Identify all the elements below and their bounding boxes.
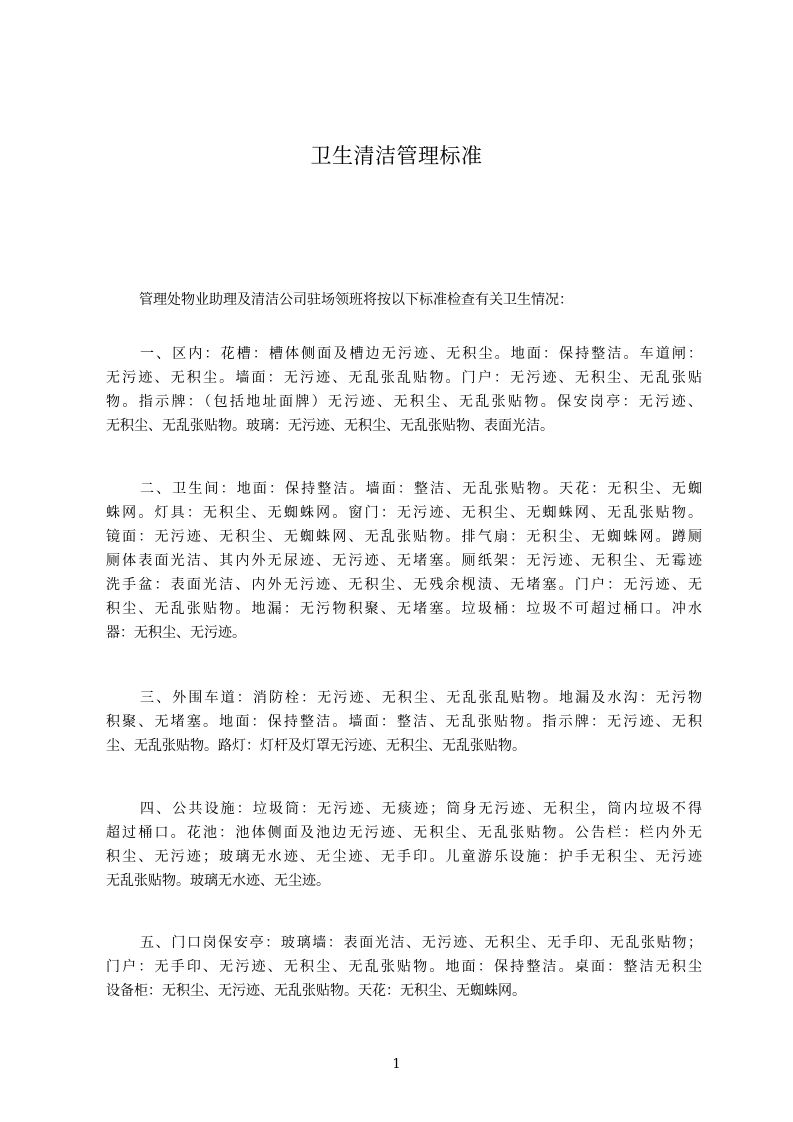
section-3-driveway-paragraph (106, 686, 702, 758)
section-line: 超过桶口。花池：池体侧面及池边无污迹、无积尘、无乱张贴物。公告栏：栏内外无 (106, 825, 702, 841)
section-line: 尘、无乱张贴物。路灯：灯杆及灯罩无污迹、无积尘、无乱张贴物。 (106, 738, 526, 754)
section-5-guard-booth-paragraph (106, 931, 702, 1003)
section-line: 厕体表面光洁、其内外无尿迹、无污迹、无堵塞。厕纸架：无污迹、无积尘、无霉迹 (106, 553, 702, 569)
section-line: 设备柜：无积尘、无污迹、无乱张贴物。天花：无积尘、无蜘蛛网。 (106, 983, 526, 999)
section-line: 五、门口岗保安亭：玻璃墙：表面光洁、无污迹、无积尘、无手印、无乱张贴物； (140, 935, 702, 951)
section-line: 二、卫生间：地面：保持整洁。墙面：整洁、无乱张贴物。天花：无积尘、无蜘 (140, 481, 702, 497)
page-title: 卫生清洁管理标准 (310, 144, 483, 168)
section-line: 积聚、无堵塞。地面：保持整洁。墙面：整洁、无乱张贴物。指示牌：无污迹、无积 (106, 714, 702, 730)
section-line: 器：无积尘、无污迹。 (106, 625, 246, 641)
section-line: 无污迹、无积尘。墙面：无污迹、无乱张乱贴物。门户：无污迹、无积尘、无乱张贴 (106, 370, 702, 386)
section-line: 物。指示牌：（包括地址面牌）无污迹、无积尘、无乱张贴物。保安岗亭：无污迹、 (106, 394, 702, 410)
section-line: 洗手盆：表面光洁、内外无污迹、无积尘、无残余枧渍、无堵塞。门户：无污迹、无 (106, 577, 702, 593)
section-line: 蛛网。灯具：无积尘、无蜘蛛网。窗门：无污迹、无积尘、无蜘蛛网、无乱张贴物。 (106, 505, 702, 521)
section-line: 一、区内：花槽：槽体侧面及槽边无污迹、无积尘。地面：保持整洁。车道闸： (140, 346, 702, 362)
section-4-facilities-paragraph (106, 797, 702, 893)
section-line: 镜面：无污迹、无积尘、无蜘蛛网、无乱张贴物。排气扇：无积尘、无蜘蛛网。蹲厕 (106, 529, 702, 545)
section-line: 无乱张贴物。玻璃无水迹、无尘迹。 (106, 873, 330, 889)
page-number: 1 (392, 1057, 401, 1072)
section-line: 积尘、无污迹；玻璃无水迹、无尘迹、无手印。儿童游乐设施：护手无积尘、无污迹 (106, 849, 702, 865)
section-line: 无积尘、无乱张贴物。玻璃：无污迹、无积尘、无乱张贴物、表面光洁。 (106, 418, 554, 434)
section-1-area-paragraph (106, 342, 702, 438)
section-line: 四、公共设施：垃圾筒：无污迹、无痰迹；筒身无污迹、无积尘，筒内垃圾不得 (140, 801, 702, 817)
intro-paragraph: 管理处物业助理及清洁公司驻场领班将按以下标准检查有关卫生情况： (139, 292, 573, 308)
section-line: 积尘、无乱张贴物。地漏：无污物积聚、无堵塞。垃圾桶：垃圾不可超过桶口。冲水 (106, 601, 702, 617)
section-2-restroom-paragraph (106, 477, 702, 645)
section-line: 三、外围车道：消防栓：无污迹、无积尘、无乱张乱贴物。地漏及水沟：无污物 (140, 690, 702, 706)
section-line: 门户：无手印、无污迹、无积尘、无乱张贴物。地面：保持整洁。桌面：整洁无积尘 (106, 959, 702, 975)
